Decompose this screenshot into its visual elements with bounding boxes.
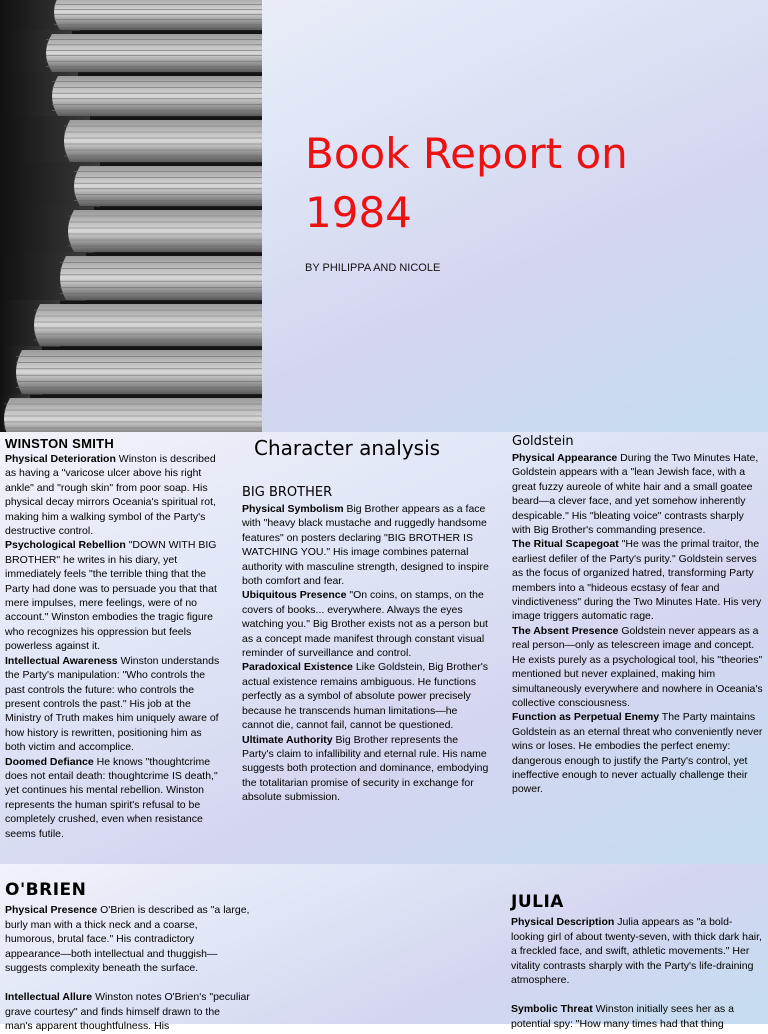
julia-heading: JULIA <box>511 892 564 912</box>
winston-entry: Psychological Rebellion "DOWN WITH BIG BROTHER" he writes in his diary, yet immediately feels "the terrible thing that the Party had done was to persuade you that that mere impulses, mere feelings, were of no account." Winston embodies the tragic figure who recognizes his oppression but feels powerless against it. <box>5 539 217 653</box>
big-brother-heading: BIG BROTHER <box>242 485 333 500</box>
winston-smith-column <box>5 436 223 841</box>
goldstein-entry: The Ritual Scapegoat "He was the primal traitor, the earliest defiler of the Party's purity." Goldstein serves as the focus of organized hatred, transforming Party members into a "hideous ecstasy of fear and vindictiveness" during the Two Minutes Hate. His very image triggers automatic rage. <box>512 538 762 623</box>
winston-entry: Physical Deterioration Winston is described as having a "varicose ulcer above his right ankle" and "rough skin" from poor soap. His physical decay mirrors Oceania's spiritual rot, making him a walking symbol of the Party's destructive control. <box>5 453 216 538</box>
character-analysis-slide <box>0 432 768 864</box>
obrien-entry: Physical Presence O'Brien is described as "a large, burly man with a thick neck and a coarse, humorous, brutal face." His contradictory appearance—both intellectual and thuggish—suggests complexity beneath the surface. <box>5 904 250 975</box>
section-title: Character analysis <box>254 436 441 460</box>
winston-entry: Intellectual Awareness Winston understands the Party's manipulation: "Who controls the past controls the future: who controls the present controls the past." His job at the Ministry of Truth makes him uniquely aware of how history is rewritten, positioning him as both victim and accomplice. <box>5 654 220 754</box>
title-slide <box>0 0 768 432</box>
obrien-entry: Intellectual Allure Winston notes O'Brien's "peculiar grave courtesy" and finds himself drawn to the man's apparent thoughtfulness. His <box>5 990 250 1033</box>
goldstein-entry: The Absent Presence Goldstein never appears as a real person—only as telescreen image and concept. He exists purely as a psychological tool, his "theories" mentioned but never explained, making him simultaneously everywhere and nowhere in Oceania's collective consciousness. <box>512 624 763 709</box>
julia-entry: Physical Description Julia appears as "a bold-looking girl of about twenty-seven, with thick dark hair, a freckled face, and swift, athletic movements." Her vitality contrasts sharply with the Party's life-draining atmosphere. <box>511 916 762 987</box>
author-byline: BY PHILIPPA AND NICOLE <box>305 262 441 274</box>
report-title: Book Report on 1984 <box>305 129 628 237</box>
book-pages <box>16 350 262 394</box>
big-brother-column <box>242 485 490 805</box>
book-pages <box>60 256 262 300</box>
goldstein-entry: Physical Appearance During the Two Minutes Hate, Goldstein appears with a "lean Jewish face, with a great fuzzy aureole of white hair and a small goatee beard—a clever face, and yet somehow inherently despicable." His "bleating voice" contrasts sharply with Big Brother's commanding presence. <box>512 452 759 537</box>
big-brother-entry: Physical Symbolism Big Brother appears as a face with "heavy black mustache and ruggedly handsome features" on posters declaring "BIG BROTHER IS WATCHING YOU." His image combines paternal authority with masculine strength, designed to inspire both comfort and fear. <box>242 503 489 588</box>
goldstein-entry: Function as Perpetual Enemy The Party maintains Goldstein as an eternal threat who conveniently never wins or loses. He embodies the perfect enemy: dangerous enough to justify the Party's control, yet ineffective enough to never actually challenge their power. <box>512 711 763 796</box>
goldstein-column <box>512 434 763 797</box>
book-stack-illustration <box>0 0 262 432</box>
julia-entry: Symbolic Threat Winston initially sees her as a potential spy: "How many times had that thing <box>511 1002 734 1030</box>
winston-entry: Doomed Defiance He knows "thoughtcrime does not entail death: thoughtcrime IS death," yet continues his mental rebellion. Winston represents the human spirit's refusal to be completely crushed, even when resistance seems futile. <box>5 755 218 840</box>
stacked-books-photo <box>0 0 262 432</box>
obrien-heading: O'BRIEN <box>5 880 87 900</box>
obrien-julia-slide <box>0 864 768 1033</box>
goldstein-heading: Goldstein <box>512 434 574 449</box>
big-brother-entry: Paradoxical Existence Like Goldstein, Big Brother's actual existence remains ambiguous. He functions perfectly as a symbol of absolute power precisely because he transcends human limitations—he cannot die, cannot fail, cannot be questioned. <box>242 661 488 732</box>
julia-column <box>511 892 763 1031</box>
big-brother-entry: Ubiquitous Presence "On coins, on stamps, on the covers of books... everywhere. Always the eyes watching you." Big Brother exists not as a person but as a concept made manifest through constant visual reminder of surveillance and control. <box>242 589 488 660</box>
winston-heading: WINSTON SMITH <box>5 436 115 451</box>
obrien-column <box>5 880 250 1034</box>
big-brother-entry: Ultimate Authority Big Brother represents the Party's claim to infallibility and eternal rule. His name suggests both protection and dominance, embodying the totalitarian promise of security in exchange for absolute submission. <box>242 733 489 804</box>
